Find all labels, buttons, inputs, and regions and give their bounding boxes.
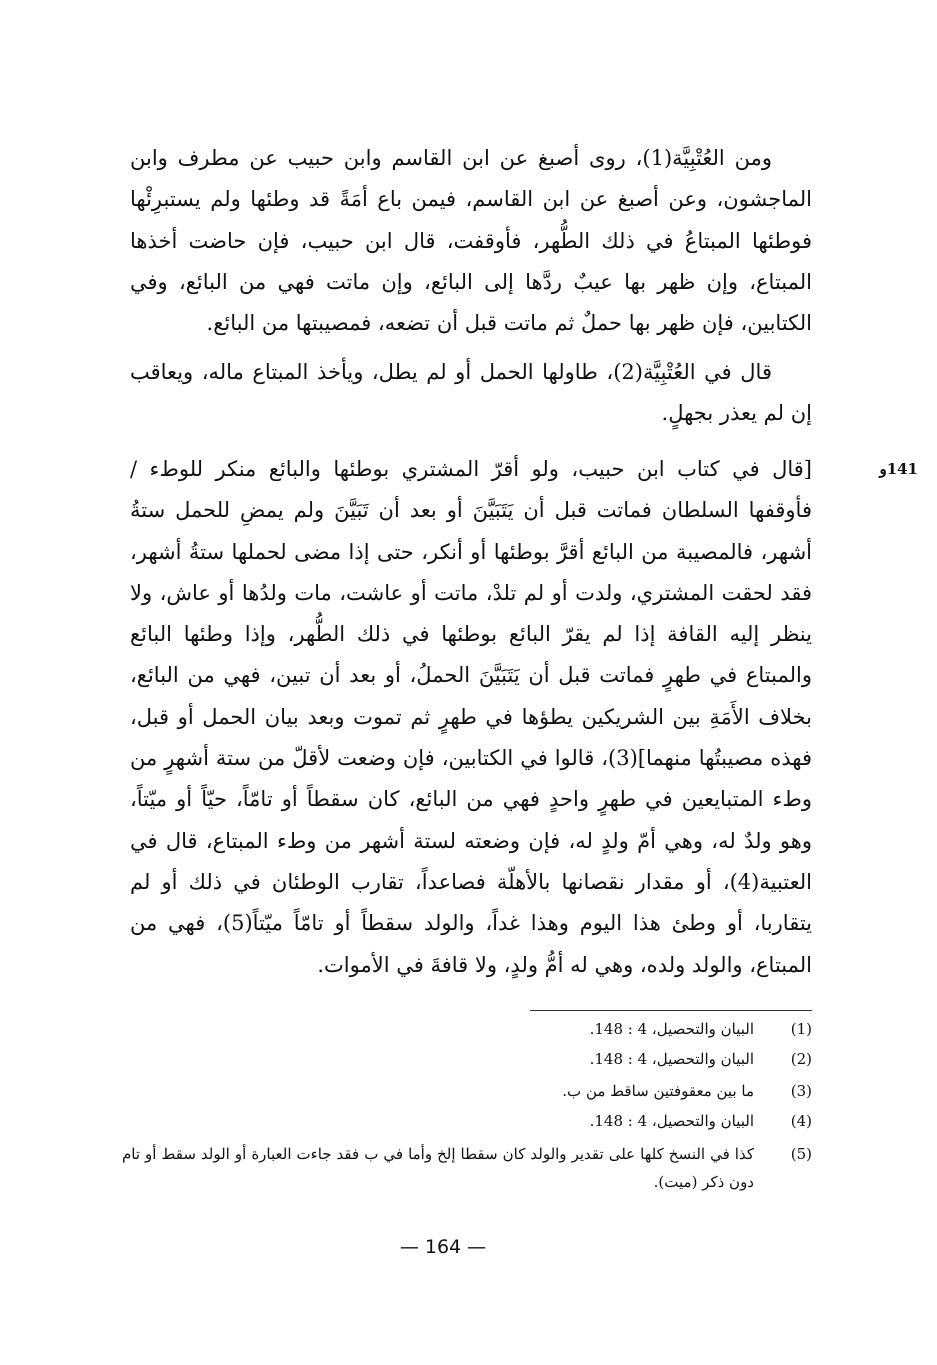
footnote-number: (4) [790,1112,812,1130]
paragraph-2: قال في العُتْبِيَّة(2)، طاولها الحمل أو لم يطل، ويأخذ المبتاع ماله، ويعاقب إن لم يعذر بجهلٍ. [130,360,812,426]
page-number: — 164 — [399,1236,487,1258]
footnote-4 [520,1108,812,1134]
footnote-text: البيان والتحصيل، 4 : 148. [589,1050,754,1068]
footnote-number: (1) [790,1020,812,1038]
paragraph-1: ومن العُتْبِيَّة(1)، روى أصبغ عن ابن القاسم وابن حبيب عن مطرف وابن الماجشون، وعن أصبغ عن ابن القاسم، فيمن باع أمَةً قد وطئها ولم يستبرِئْها فوطئها المبتاعُ في ذلك الطُّهر، فأوقفت، قال ابن حبيب، فإن حاضت أخذها المبتاع، وإن ظهر بها عيبٌ ردَّها إلى البائع، وإن ماتت فهي من البائع، وفي الكتابين، فإن ظهر بها حملٌ ثم ماتت قبل أن تضعه، فمصيبتها من البائع. [130,146,812,336]
footnote-text: ما بين معقوفتين ساقط من ب. [562,1082,754,1100]
footnote-number: (2) [790,1050,812,1068]
manuscript-folio-marker: 141و [879,460,918,478]
footnote-text: البيان والتحصيل، 4 : 148. [589,1112,754,1130]
footnote-number: (3) [790,1082,812,1100]
paragraph-3: [قال في كتاب ابن حبيب، ولو أقرّ المشتري بوطئها والبائع منكر للوطء / فأوقفها السلطان فماتت قبل أن يَتَبَيَّنَ أو بعد أن تَبَيَّنَ ولم يمضِ للحمل ستةُ أشهر، فالمصيبة من البائع أقرَّ بوطئها أو أنكر، حتى إذا مضى لحملها ستةُ أشهر، فقد لحقت المشتري، ولدت أو لم تلدْ، ماتت أو عاشت، مات ولدُها أو عاش، ولا ينظر إليه القافة إذا لم يقرّ البائع بوطئها في ذلك الطُّهر، وإذا وطئها البائع والمبتاع في طهرٍ فماتت قبل أن يَتَبَيَّنَ الحملُ، أو بعد أن تبين، فهي من البائع، بخلاف الأَمَةِ بين الشريكين يطؤها في طهرٍ ثم تموت وبعد بيان الحمل أو قبل، فهذه مصيبتُها منهما](3)، قالوا في الكتابين، فإن وضعت لأقلّ من ستة أشهرٍ من وطء المتبايعين في طهرٍ واحدٍ فهي من البائع، كان سقطاً أو تامّاً، حيّاً أو ميّتاً، وهو ولدٌ له، وهي أمّ ولدٍ له، فإن وضعته لستة أشهر من وطء المبتاع، قال في العتبية(4)، أو مقدار نقصانها بالأهلّة فصاعداً، تقارب الوطئان في ذلك أو لم يتقاربا، أو وطئ هذا اليوم وهذا غداً، والولد سقطاً أو تامّاً ميّتاً(5)، فهي من المبتاع، والولد ولده، وهي له أمُّ ولدٍ، ولا قافةَ في الأموات. [130,457,812,977]
footnote-5 [122,1140,812,1196]
footnote-3 [520,1078,812,1104]
footnote-text: البيان والتحصيل، 4 : 148. [589,1020,754,1038]
footnote-text: كذا في النسخ كلها على تقدير والولد كان سقطا إلخ وأما في ب فقد جاءت العبارة أو الولد سقط أو تام دون ذكر (ميت). [122,1145,754,1191]
footnote-2 [520,1046,812,1072]
footnote-separator [530,1010,812,1011]
footnote-1 [520,1016,812,1042]
footnote-number: (5) [790,1145,812,1163]
